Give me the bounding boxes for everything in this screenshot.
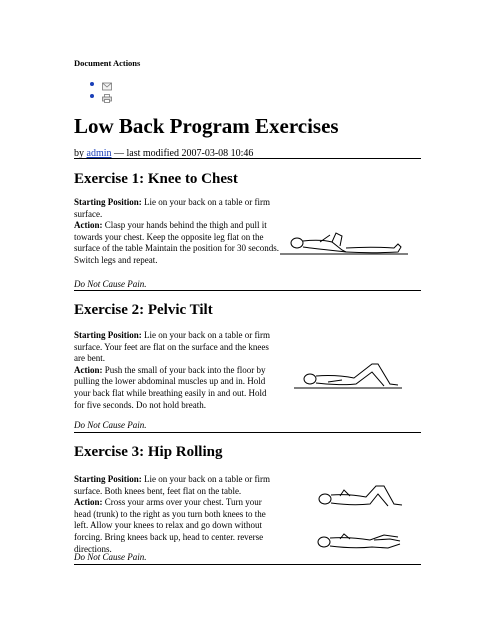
divider — [74, 158, 421, 159]
knee-to-chest-illustration — [280, 226, 410, 258]
pelvic-tilt-illustration — [294, 358, 404, 392]
exercise-2-description — [74, 330, 279, 411]
envelope-icon[interactable] — [102, 78, 112, 87]
action-text: Push the small of your back into the floor by pulling the lower abdominal muscles up and in. Hold your back flat while breathing easily in and out. Hold for five seconds. Do not hold breath. — [74, 364, 267, 410]
exercise-2-title: Exercise 2: Pelvic Tilt — [74, 302, 213, 318]
exercise-3-description — [74, 474, 279, 555]
exercise-1-title: Exercise 1: Knee to Chest — [74, 171, 238, 187]
action-text: Clasp your hands behind the thigh and pull it towards your chest. Keep the opposite leg flat on the surface of the table Maintain the position for 30 seconds. Switch legs and repeat. — [74, 220, 279, 265]
hip-rolling-illustration-rotated — [314, 526, 406, 556]
exercise-1-description — [74, 197, 279, 267]
starting-position-text: Lie on your back on a table or firm surface. Your feet are flat on the surface and the knees are bent. — [74, 330, 270, 364]
exercise-2-warning: Do Not Cause Pain. — [74, 420, 147, 430]
byline-prefix: by — [74, 148, 87, 159]
action-label: Action: — [74, 220, 103, 231]
starting-position-text: Lie on your back on a table or firm surface. — [74, 197, 270, 219]
action-text: Cross your arms over your chest. Turn your head (trunk) to the right as you turn both knees to the left. Allow your knees to relax and go down without forcing. Bring knees back up, head to center. reverse directions. — [74, 497, 266, 554]
action-label: Action: — [74, 364, 103, 375]
hip-rolling-illustration-start — [314, 482, 406, 512]
divider — [74, 564, 421, 565]
bullet-icon — [90, 82, 94, 86]
exercise-3-title: Exercise 3: Hip Rolling — [74, 444, 223, 460]
exercise-3-warning: Do Not Cause Pain. — [74, 552, 147, 562]
exercise-1-warning: Do Not Cause Pain. — [74, 279, 147, 289]
page-title: Low Back Program Exercises — [74, 114, 339, 138]
byline-suffix: — last modified 2007-03-08 10:46 — [111, 148, 254, 159]
starting-position-label: Starting Position: — [74, 197, 142, 207]
starting-position-label: Starting Position: — [74, 330, 142, 340]
bullet-icon — [90, 94, 94, 98]
starting-position-text: Lie on your back on a table or firm surface. Both knees bent, feet flat on the table. — [74, 474, 270, 496]
author-link[interactable]: admin — [86, 148, 112, 159]
divider — [74, 290, 421, 291]
printer-icon[interactable] — [102, 90, 112, 99]
divider — [74, 432, 421, 433]
action-label: Action: — [74, 497, 103, 508]
starting-position-label: Starting Position: — [74, 474, 142, 484]
document-actions-heading: Document Actions — [74, 58, 141, 68]
